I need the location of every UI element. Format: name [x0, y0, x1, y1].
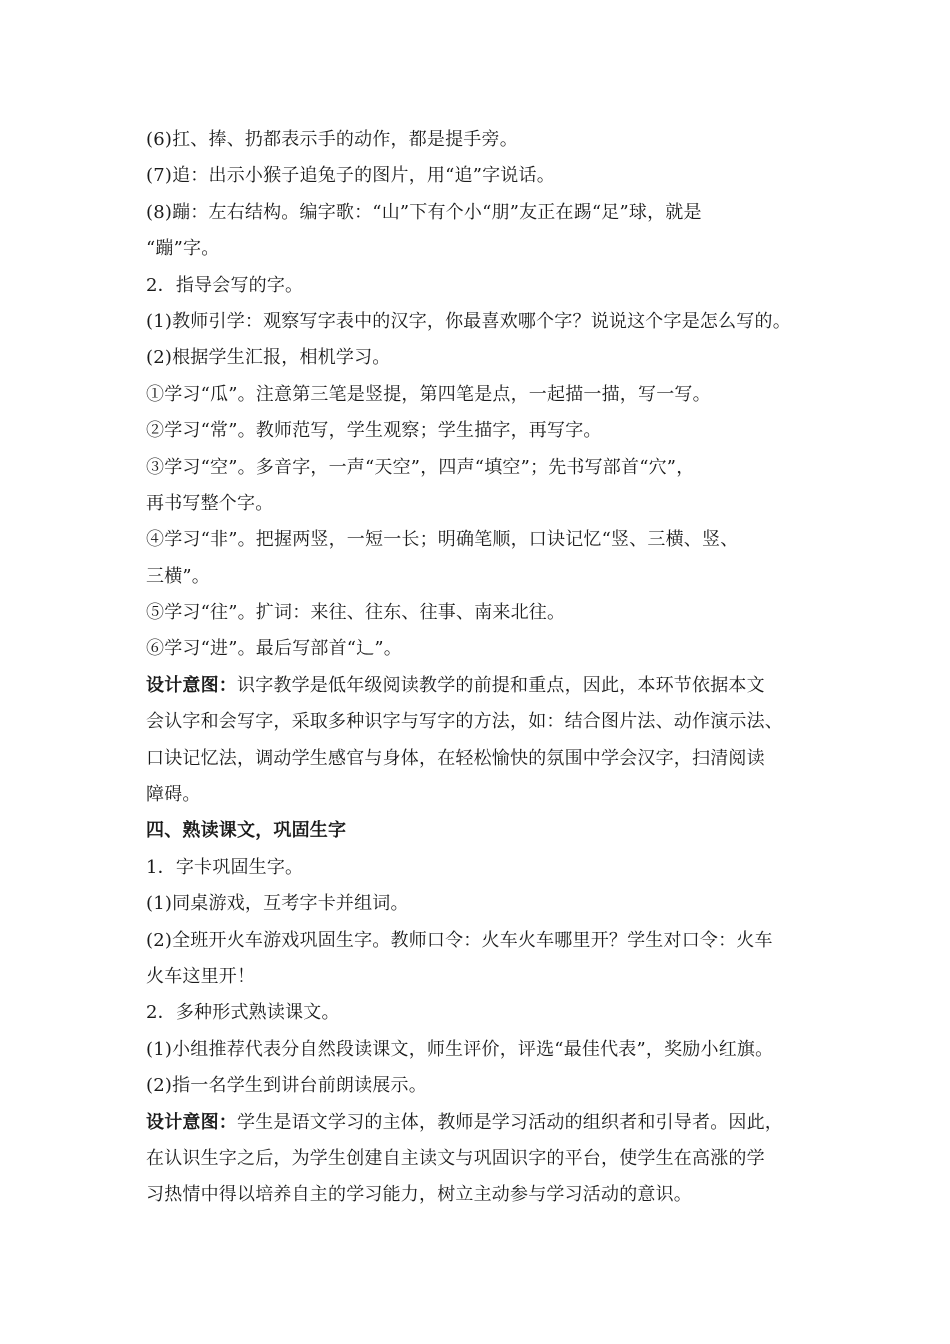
text-line: ③学习“空”。多音字，一声“天空”，四声“填空”；先书写部首“穴”， — [146, 456, 695, 478]
text-line: (2)根据学生汇报，相机学习。 — [146, 347, 391, 369]
text-line: 三横”。 — [146, 565, 211, 587]
text-line: ⑥学习“进”。最后写部首“辶”。 — [146, 638, 403, 660]
text-line: “蹦”字。 — [146, 238, 220, 260]
text-line: 在认识生字之后，为学生创建自主读文与巩固识字的平台，使学生在高涨的学 — [146, 1147, 765, 1169]
design-intent-text: 学生是语文学习的主体，教师是学习活动的组织者和引导者。因此， — [237, 1111, 783, 1133]
text-line: 2．多种形式熟读课文。 — [146, 1002, 340, 1024]
text-line: (1)教师引学：观察写字表中的汉字，你最喜欢哪个字？说说这个字是怎么写的。 — [146, 310, 791, 332]
text-line: ⑤学习“往”。扩词：来往、往东、往事、南来北往。 — [146, 602, 566, 624]
design-intent-paragraph — [146, 1105, 826, 1141]
text-line: (8)蹦：左右结构。编字歌：“山”下有个小“朋”友正在踢“足”球，就是 — [146, 201, 702, 223]
text-line: (1)同桌游戏，互考字卡并组词。 — [146, 893, 409, 915]
design-intent-text: 识字教学是低年级阅读教学的前提和重点，因此，本环节依据本文 — [237, 674, 765, 696]
text-line: 会认字和会写字，采取多种识字与写字的方法，如：结合图片法、动作演示法、 — [146, 711, 783, 733]
text-line: (7)追：出示小猴子追兔子的图片，用“追”字说话。 — [146, 165, 555, 187]
text-line: 习热情中得以培养自主的学习能力，树立主动参与学习活动的意识。 — [146, 1184, 692, 1206]
text-line: ②学习“常”。教师范写，学生观察；学生描字，再写字。 — [146, 420, 602, 442]
text-line: 1．字卡巩固生字。 — [146, 856, 304, 878]
text-line: (2)指一名学生到讲台前朗读展示。 — [146, 1075, 427, 1097]
text-line: 火车这里开！ — [146, 965, 256, 987]
text-line: 再书写整个字。 — [146, 492, 274, 514]
section-heading: 四、熟读课文，巩固生字 — [146, 820, 347, 842]
text-line: (6)扛、捧、扔都表示手的动作，都是提手旁。 — [146, 129, 518, 150]
design-intent-paragraph — [146, 668, 826, 704]
text-line: 口诀记忆法，调动学生感官与身体，在轻松愉快的氛围中学会汉字，扫清阅读 — [146, 747, 765, 769]
text-line: (1)小组推荐代表分自然段读课文，师生评价，评选“最佳代表”，奖励小红旗。 — [146, 1038, 774, 1060]
text-line: (2)全班开火车游戏巩固生字。教师口令：火车火车哪里开？学生对口令：火车 — [146, 929, 773, 951]
design-intent-label: 设计意图： — [146, 674, 237, 696]
text-line: 2．指导会写的字。 — [146, 274, 304, 296]
text-line: 障碍。 — [146, 784, 201, 806]
text-line: ①学习“瓜”。注意第三笔是竖提，第四笔是点，一起描一描，写一写。 — [146, 383, 711, 405]
design-intent-label: 设计意图： — [146, 1111, 237, 1133]
text-line: ④学习“非”。把握两竖，一短一长；明确笔顺，口诀记忆“竖、三横、竖、 — [146, 529, 739, 551]
document-body — [146, 122, 826, 1214]
